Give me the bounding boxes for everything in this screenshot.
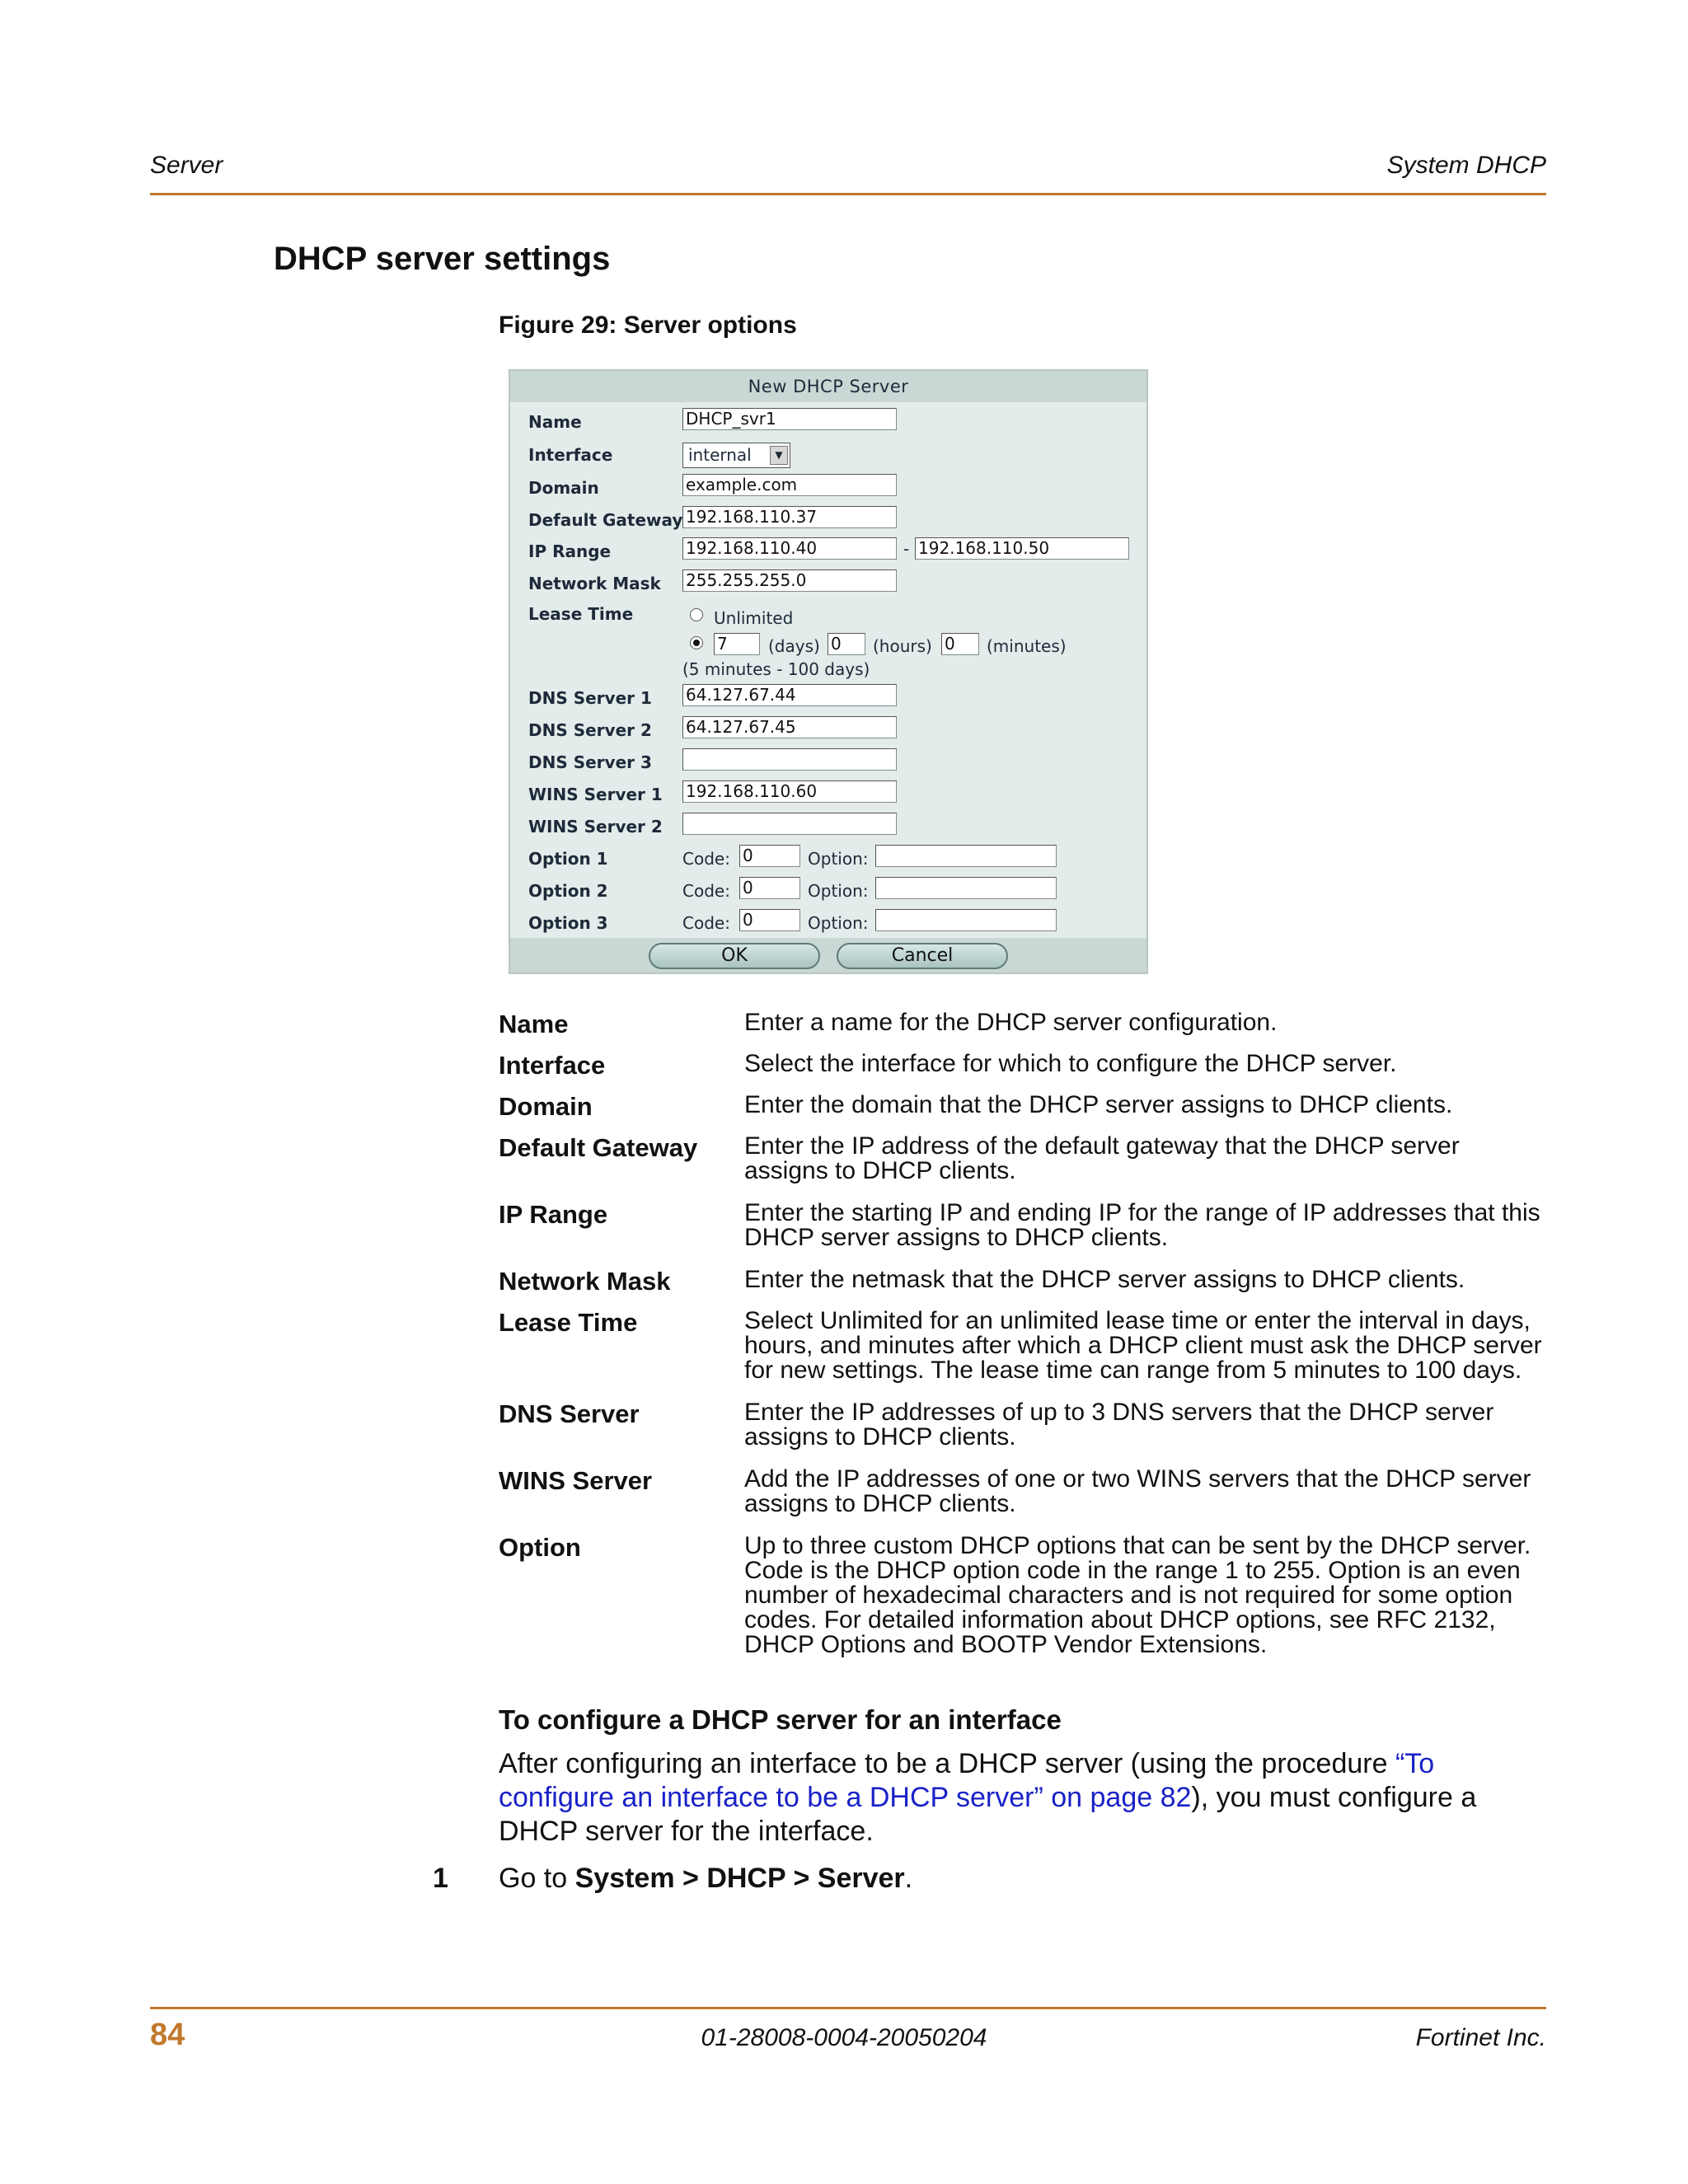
- section-title: DHCP server settings: [274, 241, 611, 277]
- definition-description: Enter the IP addresses of up to 3 DNS servers that the DHCP server assigns to DHCP clients.: [744, 1399, 1494, 1451]
- definition-description: Select the interface for which to configure the DHCP server.: [744, 1050, 1397, 1077]
- header-section-name: Server: [150, 152, 223, 179]
- option-1-value-input[interactable]: [875, 845, 1057, 867]
- option-3-code-input[interactable]: 0: [739, 909, 800, 931]
- definition-term: Lease Time: [499, 1308, 638, 1337]
- procedure-intro-text: After configuring an interface to be a DHCP server (using the procedure: [499, 1748, 1395, 1779]
- label-dns-server-3: DNS Server 3: [528, 752, 652, 772]
- label-lease-time: Lease Time: [528, 604, 634, 624]
- chevron-down-icon[interactable]: ▼: [770, 446, 788, 465]
- label-domain: Domain: [528, 478, 599, 498]
- label-wins-server-1: WINS Server 1: [528, 785, 663, 804]
- definition-description: Select Unlimited for an unlimited lease time or enter the interval in days, hours, and minutes after which a DHCP client must ask the DHCP server for new settings. The lease time can range from 5 minutes to 100 days.: [744, 1307, 1542, 1384]
- option-1-code-label: Code:: [682, 849, 730, 869]
- company-name: Fortinet Inc.: [1415, 2024, 1546, 2051]
- ip-range-start-input[interactable]: 192.168.110.40: [682, 537, 897, 560]
- definition-description: Enter the starting IP and ending IP for the range of IP addresses that this DHCP server assigns to DHCP clients.: [744, 1199, 1540, 1251]
- lease-range-note: (5 minutes - 100 days): [682, 659, 870, 679]
- wins-server-1-input[interactable]: 192.168.110.60: [682, 780, 897, 803]
- dns-server-2-input[interactable]: 64.127.67.45: [682, 716, 897, 738]
- label-wins-server-2: WINS Server 2: [528, 817, 663, 837]
- page-number: 84: [150, 2018, 185, 2052]
- label-option-2: Option 2: [528, 881, 608, 901]
- option-3-value-input[interactable]: [875, 909, 1057, 931]
- default-gateway-input[interactable]: 192.168.110.37: [682, 506, 897, 528]
- dns-server-1-input[interactable]: 64.127.67.44: [682, 684, 897, 706]
- option-1-code-input[interactable]: 0: [739, 845, 800, 867]
- label-default-gateway: Default Gateway: [528, 510, 683, 530]
- definition-term: IP Range: [499, 1200, 608, 1229]
- definition-term: WINS Server: [499, 1466, 653, 1495]
- header-rule: [150, 193, 1546, 195]
- definition-term: Default Gateway: [499, 1133, 698, 1162]
- interface-select-value: internal: [688, 445, 752, 465]
- definition-description: Up to three custom DHCP options that can be sent by the DHCP server. Code is the DHCP option code in the range 1 to 255. Option is an even number of hexadecimal characters and is not required for some option codes. For detailed information about DHCP options, see RFC 2132, DHCP Options and BOOTP Vendor Extensions.: [744, 1532, 1531, 1658]
- ok-button[interactable]: OK: [649, 943, 820, 969]
- lease-interval-radio[interactable]: [690, 636, 703, 649]
- interface-select[interactable]: [682, 443, 790, 468]
- definition-description: Enter the netmask that the DHCP server assigns to DHCP clients.: [744, 1266, 1465, 1293]
- step-number: 1: [433, 1863, 448, 1894]
- option-2-code-label: Code:: [682, 881, 730, 901]
- ip-range-separator: -: [903, 539, 910, 559]
- wins-server-2-input[interactable]: [682, 813, 897, 835]
- lease-minutes-input[interactable]: 0: [941, 633, 979, 655]
- label-option-3: Option 3: [528, 913, 608, 933]
- label-network-mask: Network Mask: [528, 574, 661, 593]
- lease-hours-input[interactable]: 0: [828, 633, 865, 655]
- option-2-value-input[interactable]: [875, 877, 1057, 899]
- cross-reference-link[interactable]: “To configure an interface to be a DHCP server” on page 82: [499, 1748, 1435, 1813]
- label-option-1: Option 1: [528, 849, 608, 869]
- definition-term: DNS Server: [499, 1399, 640, 1428]
- label-name: Name: [528, 412, 582, 432]
- label-dns-server-1: DNS Server 1: [528, 688, 652, 708]
- lease-unlimited-radio[interactable]: [690, 608, 703, 621]
- definition-term: Domain: [499, 1092, 593, 1121]
- label-ip-range: IP Range: [528, 541, 612, 561]
- procedure-intro-text-end: ), you must configure a DHCP server for the interface.: [499, 1782, 1477, 1847]
- definition-description: Enter a name for the DHCP server configuration.: [744, 1009, 1278, 1036]
- procedure-heading: To configure a DHCP server for an interface: [499, 1704, 1062, 1735]
- lease-days-input[interactable]: 7: [714, 633, 760, 655]
- label-dns-server-2: DNS Server 2: [528, 720, 652, 740]
- lease-unlimited-label: Unlimited: [714, 608, 794, 628]
- dialog-title: New DHCP Server: [510, 371, 1146, 402]
- network-mask-input[interactable]: 255.255.255.0: [682, 569, 897, 592]
- menu-path: System > DHCP > Server: [574, 1863, 905, 1894]
- definition-description: Enter the IP address of the default gateway that the DHCP server assigns to DHCP clients.: [744, 1132, 1460, 1184]
- option-3-code-label: Code:: [682, 913, 730, 933]
- definition-term: Name: [499, 1010, 569, 1038]
- label-interface: Interface: [528, 445, 613, 465]
- dns-server-3-input[interactable]: [682, 748, 897, 771]
- name-input[interactable]: DHCP_svr1: [682, 408, 897, 430]
- option-1-option-label: Option:: [808, 849, 869, 869]
- option-2-option-label: Option:: [808, 881, 869, 901]
- option-2-code-input[interactable]: 0: [739, 877, 800, 899]
- domain-input[interactable]: example.com: [682, 474, 897, 496]
- ip-range-end-input[interactable]: 192.168.110.50: [915, 537, 1129, 560]
- new-dhcp-server-dialog: [509, 369, 1148, 974]
- definition-description: Enter the domain that the DHCP server assigns to DHCP clients.: [744, 1091, 1453, 1118]
- option-3-option-label: Option:: [808, 913, 869, 933]
- definition-term: Network Mask: [499, 1267, 671, 1296]
- definition-term: Option: [499, 1533, 581, 1562]
- header-chapter-name: System DHCP: [1386, 152, 1546, 179]
- lease-hours-unit: (hours): [873, 636, 932, 656]
- dialog-button-bar: [510, 938, 1146, 972]
- document-id: 01-28008-0004-20050204: [701, 2024, 987, 2051]
- footer-rule: [150, 2007, 1546, 2009]
- cancel-button[interactable]: Cancel: [837, 943, 1008, 969]
- definition-term: Interface: [499, 1051, 606, 1080]
- definition-description: Add the IP addresses of one or two WINS servers that the DHCP server assigns to DHCP clients.: [744, 1465, 1531, 1517]
- step-suffix: .: [904, 1863, 913, 1894]
- step-prefix: Go to: [499, 1863, 575, 1894]
- step-text: [499, 1863, 912, 1895]
- procedure-intro: [499, 1747, 1550, 1849]
- lease-minutes-unit: (minutes): [987, 636, 1067, 656]
- figure-caption: Figure 29: Server options: [499, 312, 797, 339]
- lease-days-unit: (days): [768, 636, 820, 656]
